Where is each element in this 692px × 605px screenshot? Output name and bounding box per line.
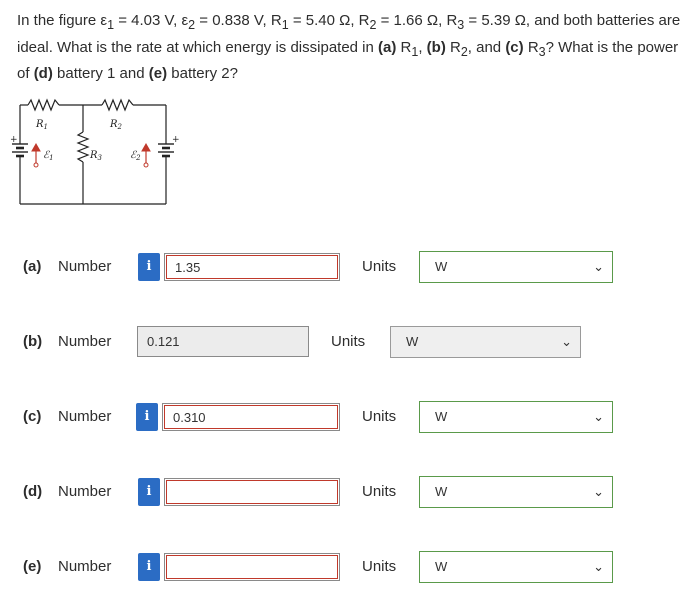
units-label: Units — [362, 558, 397, 575]
units-label: Units — [331, 333, 366, 350]
battery-2-symbol — [158, 144, 174, 160]
units-select-e[interactable]: W ⌄ — [419, 551, 613, 583]
number-label: Number — [58, 408, 112, 425]
part-label: (d) — [23, 483, 43, 500]
units-select-c[interactable]: W ⌄ — [419, 401, 613, 433]
answer-input-b[interactable]: 0.121 — [137, 326, 309, 357]
answer-row-a — [0, 250, 692, 284]
units-label: Units — [362, 408, 397, 425]
r1-label: $R_1$ — [36, 119, 48, 131]
circuit-diagram — [6, 92, 186, 212]
info-icon[interactable]: i — [138, 553, 160, 581]
r1-resistor — [28, 100, 59, 110]
units-select-a[interactable]: W ⌄ — [419, 251, 613, 283]
battery-1-symbol — [12, 144, 28, 160]
chevron-down-icon: ⌄ — [593, 409, 604, 424]
part-label: (c) — [23, 408, 42, 425]
info-icon[interactable]: i — [136, 403, 158, 431]
chevron-down-icon: ⌄ — [593, 484, 604, 499]
r2-resistor — [102, 100, 133, 110]
units-label: Units — [362, 483, 397, 500]
answer-input-d[interactable] — [164, 478, 340, 506]
number-label: Number — [58, 483, 112, 500]
number-label: Number — [58, 333, 112, 350]
part-label: (b) — [23, 333, 43, 350]
answer-input-e[interactable] — [164, 553, 340, 581]
units-label: Units — [362, 258, 397, 275]
plus-sign-1: + — [10, 135, 18, 145]
r2-label: $R_2$ — [110, 119, 122, 131]
chevron-down-icon: ⌄ — [593, 559, 604, 574]
answer-row-e — [0, 550, 692, 584]
plus-sign-2: + — [172, 135, 180, 145]
e1-label: ℰ$_1$ — [43, 150, 54, 162]
answer-row-b — [0, 325, 692, 359]
e2-label: ℰ$_2$ — [130, 150, 141, 162]
r3-label: $R_3$ — [90, 150, 102, 162]
units-select-d[interactable]: W ⌄ — [419, 476, 613, 508]
answer-input-a[interactable]: 1.35 — [164, 253, 340, 281]
number-label: Number — [58, 558, 112, 575]
number-label: Number — [58, 258, 112, 275]
units-select-b[interactable]: W ⌄ — [390, 326, 581, 358]
part-label: (e) — [23, 558, 42, 575]
question-text: In the figure $\varepsilon_1 = 4.03$ V, $\varepsilon_2 = 0.838$ V, $R_1 = 5.40$ Ω, $R_2 = 1.66$ Ω, $R_3 = 5.39$ Ω, and both batteries are ideal. What is the rate at which energy is dissipated in (a) $R_1$, (b) $R_2$, and (c) $R_3$? What is the power of (d) battery 1 and (e) battery 2? — [17, 12, 681, 82]
info-icon[interactable]: i — [138, 253, 160, 281]
answer-row-d — [0, 475, 692, 509]
r3-resistor — [78, 132, 88, 162]
chevron-down-icon: ⌄ — [593, 259, 604, 274]
chevron-down-icon: ⌄ — [561, 334, 572, 349]
part-label: (a) — [23, 258, 42, 275]
answer-input-c[interactable]: 0.310 — [162, 403, 340, 431]
info-icon[interactable]: i — [138, 478, 160, 506]
answer-row-c — [0, 400, 692, 434]
